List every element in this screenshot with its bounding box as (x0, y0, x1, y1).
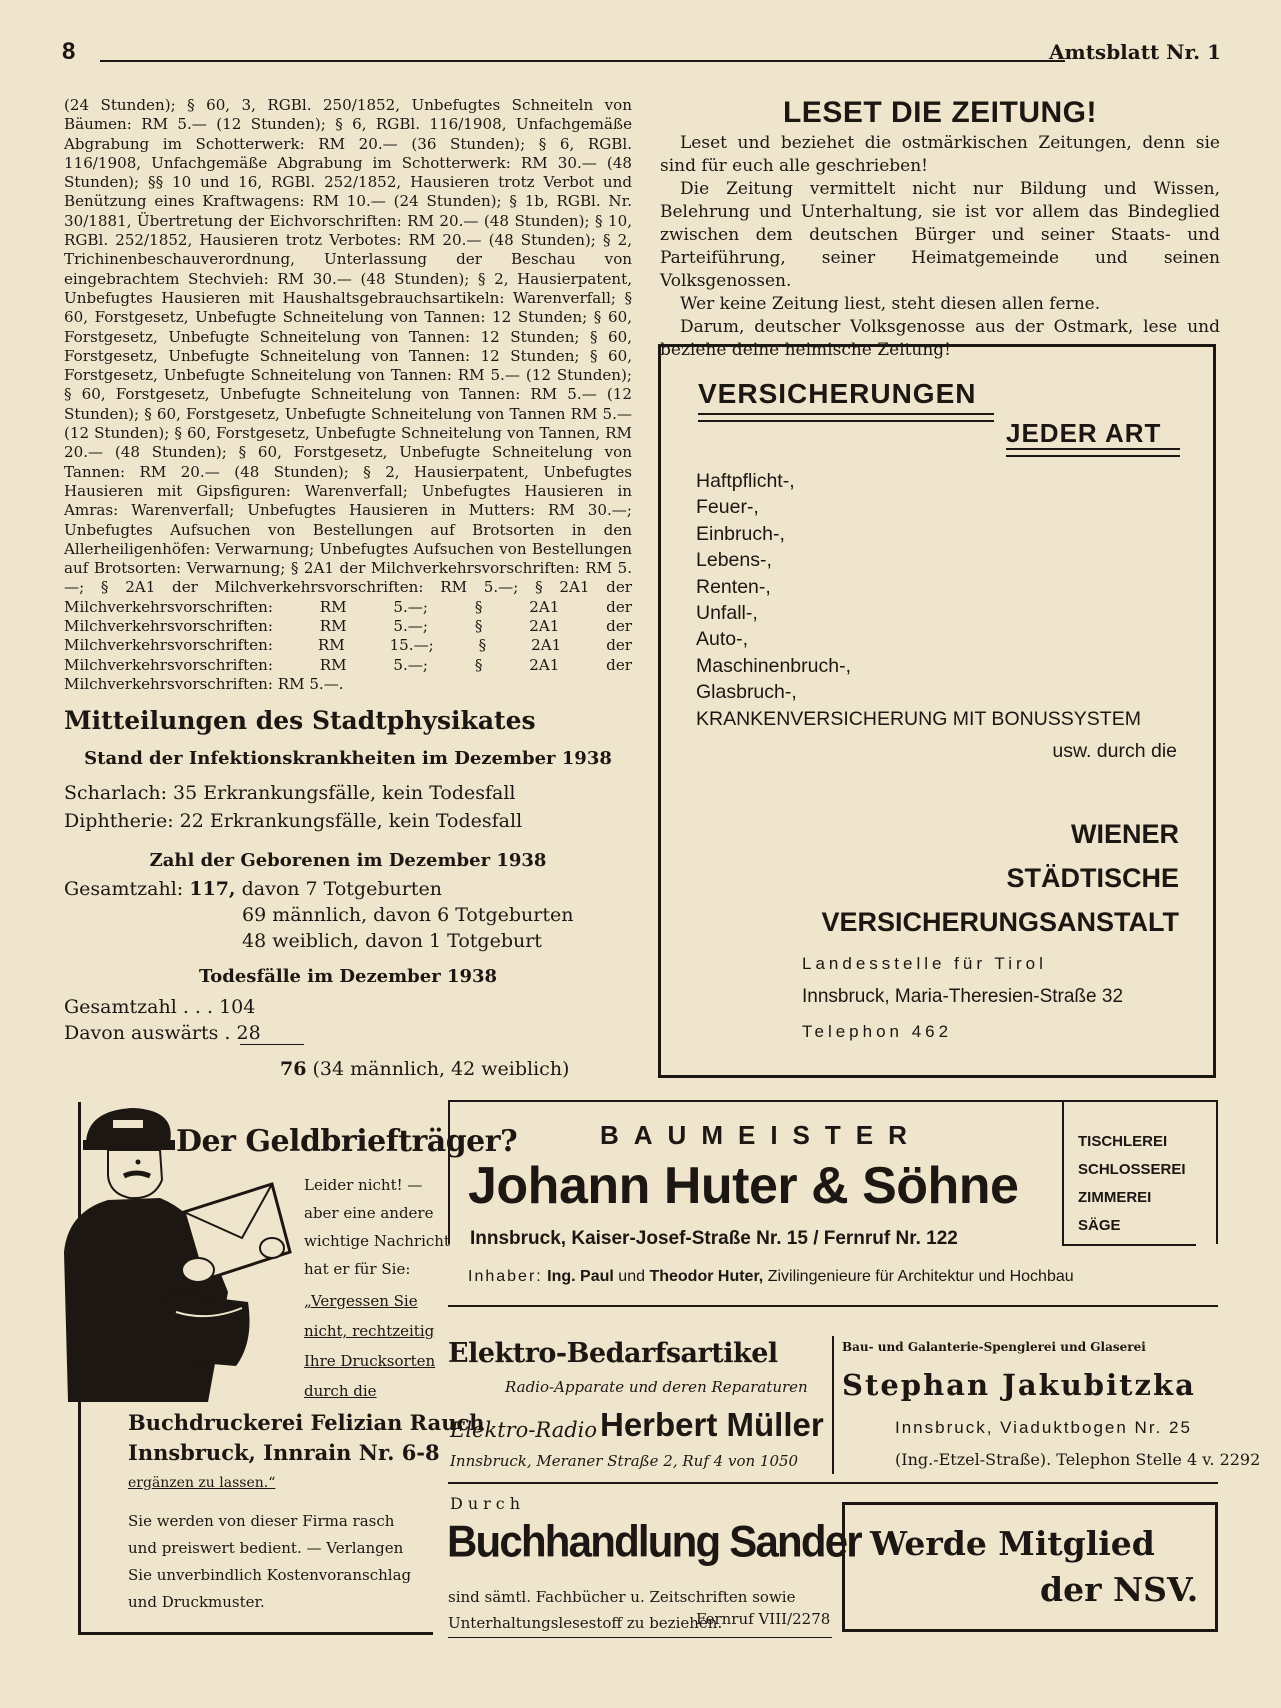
huter-bottom-rule (448, 1305, 1218, 1307)
elektro-address: Innsbruck, Meraner Straße 2, Ruf 4 von 1050 (450, 1452, 799, 1470)
jakubitzka-phone: (Ing.-Etzel-Straße). Telephon Stelle 4 v. 2292 (895, 1450, 1261, 1469)
nsv-ad-frame (842, 1502, 1218, 1632)
header-rule (100, 60, 1065, 62)
insurance-company-line: VERSICHERUNGSANSTALT (821, 907, 1179, 937)
huter-owner-label: Inhaber: (468, 1268, 543, 1285)
huter-address: Innsbruck, Kaiser-Josef-Straße Nr. 15 / Fernruf Nr. 122 (470, 1228, 958, 1249)
births-total-value: 117, (189, 878, 236, 900)
deaths-net-value: 76 (280, 1058, 307, 1080)
deaths-outside: Davon auswärts . 28 (64, 1022, 261, 1044)
page-number: 8 (62, 38, 76, 65)
elektro-divider (832, 1336, 834, 1474)
insurance-usw: usw. durch die (1052, 740, 1177, 762)
deaths-heading: Todesfälle im Dezember 1938 (198, 966, 498, 987)
sander-durch: Durch (450, 1494, 526, 1513)
births-total (64, 878, 442, 900)
deaths-net-rest: (34 männlich, 42 weiblich) (312, 1058, 570, 1080)
postman-ad-line: wichtige Nachricht (304, 1232, 450, 1250)
insurance-type: Lebens-, (696, 549, 772, 572)
insurance-address: Innsbruck, Maria-Theresien-Straße 32 (802, 986, 1124, 1007)
insurance-types-list (696, 468, 1141, 732)
postman-ad-line: Ihre Drucksorten (304, 1352, 436, 1370)
jakubitzka-address: Innsbruck, Viaduktbogen Nr. 25 (895, 1418, 1192, 1437)
deaths-sum-rule (240, 1044, 304, 1045)
insurance-subtitle-rule (1006, 448, 1180, 457)
insurance-type: Glasbruch-, (696, 681, 797, 704)
insurance-title: VERSICHERUNGEN (698, 378, 977, 409)
insurance-type: Renten-, (696, 575, 771, 598)
scharlach-stat: Scharlach: 35 Erkrankungsfälle, kein Todesfall (64, 782, 516, 804)
huter-service: SÄGE (1078, 1217, 1121, 1234)
births-total-label: Gesamtzahl: (64, 878, 184, 900)
zeitung-paragraph: Leset und beziehet die ostmärkischen Zeitungen, denn sie sind für euch alle geschrieben! (660, 133, 1220, 176)
insurance-type: KRANKENVERSICHERUNG MIT BONUSSYSTEM (696, 707, 1141, 730)
insurance-landesstelle: Landesstelle für Tirol (802, 954, 1047, 973)
huter-service: ZIMMEREI (1078, 1189, 1152, 1206)
insurance-type: Maschinenbruch-, (696, 654, 851, 677)
diphtherie-stat: Diphtherie: 22 Erkrankungsfälle, kein Todesfall (64, 810, 523, 832)
births-female: 48 weiblich, davon 1 Totgeburt (242, 930, 542, 952)
insurance-type: Einbruch-, (696, 522, 785, 545)
penalties-list-text: (24 Stunden); § 60, 3, RGBl. 250/1852, Unbefugtes Schneiteln von Bäumen: RM 5.— (12 Stunden); § 6, RGBl. 116/1908, Unfachgemäße Abgrabung im Schotterwerk: RM 20.— (36 Stunden); § 6, RGBl. 116/1908, Unfachgemäße Abgrabung im Schotterwerk: RM 30.— (48 Stunden); §§ 10 und 16, RGBl. 252/1852, Hausieren trotz Verbot und Benützung eines Kraftwagens: RM 10.— (24 Stunden); § 1b, RGBl. Nr. 30/1881, Übertretung der Eichvorschriften: RM 20.— (48 Stunden); § 10, RGBl. 252/1852, Hausieren trotz Verbotes: RM 20.— (48 Stunden); § 2, Trichinenbeschauverordnung, Unterlassung der Beschau von eingebrachtem Stechvieh: RM 30.— (48 Stunden); § 2, Hausierpatent, Unbefugtes Hausieren mit Haushaltsgebrauchsartikeln: Warenverfall; § 60, Forstgesetz, Unbefugte Schneitelung von Tannen: 12 Stunden; § 60, Forstgesetz, Unbefugte Schneitelung von Tannen: 12 Stunden; § 60, Forstgesetz, Unbefugte Schneitelung von Tannen: 12 Stunden; § 60, Forstgesetz, Unbefugte Schneitelung von Tannen: RM 5.— (12 Stunden); § 60, Forstgesetz, Unbefugte Schneitelung von Tannen: RM 5.— (12 Stunden); § 60, Forstgesetz, Unbefugte Schneitelung von Tannen RM 5.— (12 Stunden); § 60, Forstgesetz, Unbefugte Schneitelung von Tannen, RM 20.— (48 Stunden); § 60, Forstgesetz, Unbefugte Schneitelung von Tannen: RM 20.— (48 Stunden); § 2, Hausierpatent, Unbefugtes Hausieren mit Gipsfiguren: Warenverfall; Unbefugtes Hausieren in Amras: Warenverfall; Unbefugtes Hausieren in Mutters: RM 30.—; Unbefugtes Aufsuchen von Bestellungen auf Brotsorten in den Allerheiligenhöfen: Verwarnung; Unbefugtes Aufsuchen von Bestellungen auf Brotsorten: Verwarnung; § 2A1 der Milchverkehrsvorschriften: RM 5.—; § 2A1 der Milchverkehrsvorschriften: RM 5.—; § 2A1 der Milchverkehrsvorschriften: RM 5.—; § 2A1 der Milchverkehrsvorschriften: RM 5.—; § 2A1 der Milchverkehrsvorschriften: RM 15.—; § 2A1 der Milchverkehrsvorschriften: RM 5.—; § 2A1 der Milchverkehrsvorschriften: RM 5.—. (64, 96, 632, 693)
postman-ad-title: Der Geldbriefträger? (176, 1124, 518, 1159)
zeitung-body (660, 132, 1220, 362)
nsv-line: der NSV. (1040, 1570, 1199, 1609)
printer-body: Sie werden von dieser Firma rasch und preiswert bedient. — Verlangen Sie unverbindlich Kostenvoranschlag und Druckmuster. (128, 1512, 412, 1611)
births-male: 69 männlich, davon 6 Totgeburten (242, 904, 574, 926)
insurance-subtitle: JEDER ART (1006, 418, 1162, 448)
nsv-line: Werde Mitglied (870, 1524, 1155, 1563)
huter-name: Johann Huter & Söhne (468, 1157, 1019, 1215)
postman-ad-line: durch die (304, 1382, 377, 1400)
postman-ad-line: Leider nicht! — (304, 1176, 423, 1194)
huter-owner (468, 1268, 1074, 1286)
insurance-type: Feuer-, (696, 496, 759, 519)
ads-divider (448, 1482, 1218, 1484)
deaths-total: Gesamtzahl . . . 104 (64, 996, 256, 1018)
deaths-net (280, 1058, 569, 1080)
huter-services (1062, 1100, 1196, 1246)
zeitung-paragraph: Darum, deutscher Volksgenosse aus der Ostmark, lese und beziehe deine heimische Zeitung! (660, 317, 1220, 360)
elektro-radio: Elektro-Radio (450, 1418, 598, 1442)
printer-name: Buchdruckerei Felizian Rauch (128, 1410, 485, 1435)
postman-ad-line: aber eine andere (304, 1204, 434, 1222)
sander-name: Buchhandlung Sander (447, 1516, 861, 1567)
physikat-title: Mitteilungen des Stadtphysikates (64, 706, 536, 735)
jakubitzka-trade: Bau- und Galanterie-Spenglerei und Glaserei (842, 1340, 1146, 1354)
huter-service: TISCHLEREI (1078, 1133, 1168, 1150)
insurance-type: Auto-, (696, 628, 749, 651)
births-total-rest: davon 7 Totgeburten (241, 878, 442, 900)
elektro-owner-name: Herbert Müller (600, 1406, 824, 1443)
printer-address: Innsbruck, Innrain Nr. 6-8 (128, 1440, 440, 1465)
postman-ad-line: nicht, rechtzeitig (304, 1322, 435, 1340)
sander-rule (448, 1637, 832, 1638)
huter-owner-2: Theodor Huter, (649, 1268, 764, 1285)
zeitung-title: LESET DIE ZEITUNG! (782, 96, 1097, 129)
publication-title: Amtsblatt Nr. 1 (1049, 40, 1221, 64)
zeitung-paragraph: Wer keine Zeitung liest, steht diesen allen ferne. (680, 294, 1101, 314)
insurance-title-rule (698, 413, 994, 422)
elektro-subtitle: Radio-Apparate und deren Reparaturen (505, 1378, 808, 1396)
insurance-phone: Telephon 462 (802, 1022, 953, 1041)
huter-service: SCHLOSSEREI (1078, 1161, 1186, 1178)
insurance-type: Haftpflicht-, (696, 470, 795, 492)
elektro-title: Elektro-Bedarfsartikel (448, 1338, 778, 1369)
huter-owner-and: und (618, 1268, 645, 1285)
insurance-type: Unfall-, (696, 602, 758, 625)
huter-baumeister: BAUMEISTER (600, 1120, 922, 1150)
insurance-company-line: STÄDTISCHE (1006, 863, 1179, 893)
postman-ad-line: „Vergessen Sie (304, 1292, 418, 1310)
sander-body: sind sämtl. Fachbücher u. Zeitschriften sowie Unterhaltungslesestoff zu beziehen. (448, 1588, 796, 1632)
huter-owner-1: Ing. Paul (547, 1268, 614, 1285)
huter-owner-rest: Zivilingenieure für Architektur und Hochbau (767, 1268, 1074, 1285)
postman-ad-line: hat er für Sie: (304, 1260, 411, 1278)
sander-phone: Fernruf VIII/2278 (696, 1610, 831, 1628)
births-heading: Zahl der Geborenen im Dezember 1938 (149, 850, 547, 871)
physikat-subtitle: Stand der Infektionskrankheiten im Dezember 1938 (84, 748, 612, 769)
insurance-company-line: WIENER (1071, 819, 1179, 849)
jakubitzka-name: Stephan Jakubitzka (842, 1368, 1196, 1402)
printer-ergaenzen: ergänzen zu lassen.“ (128, 1475, 276, 1491)
zeitung-paragraph: Die Zeitung vermittelt nicht nur Bildung und Wissen, Belehrung und Unterhaltung, sie ist vor allem das Bindeglied zwischen dem deutschen Bürger und seiner Staats- und Parteiführung, seiner Heimatgemeinde und seinen Volksgenossen. (660, 179, 1220, 291)
